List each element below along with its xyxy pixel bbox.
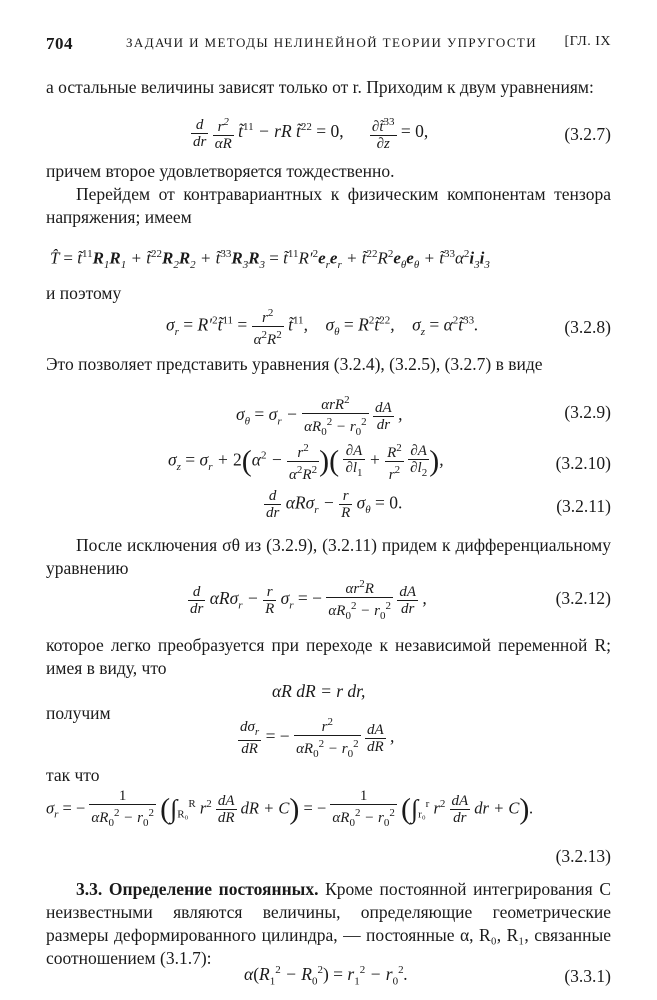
book-page: [46, 26, 611, 986]
paragraph-9: так что: [46, 765, 100, 785]
equation-3-3-1: $\alpha(R_1^2 - R_0^2) = r_1^2 - r_0^2$.: [244, 964, 408, 988]
equation-dsigma-dR: $\frac{d\sigma_r}{dR}$ = − $\frac{r^2}{\alpha R_0^2 - r_0^2}$ $\frac{dA}{dR}$ ,: [240, 716, 395, 760]
running-title: ЗАДАЧИ И МЕТОДЫ НЕЛИНЕЙНОЙ ТЕОРИИ УПРУГОСТИ: [126, 35, 538, 50]
paragraph-4: и поэтому: [46, 283, 122, 303]
equation-3-2-11: $\frac{d}{dr}$ αRσ$_r$ − $\frac{r}{R}$ $\sigma_\theta = 0$.: [266, 488, 403, 521]
page-header: [46, 34, 611, 56]
equation-number-3-2-7: (3.2.7): [564, 124, 611, 144]
section-title: 3.3. Определение постоянных.: [76, 879, 319, 899]
equation-number-3-2-10: (3.2.10): [555, 453, 611, 473]
equation-3-2-8: $\sigma_r$ = $R'^2t̃^{11}$ = $\frac{r^2}{\alpha^2R^2}$ t̃$^{11}$, $\sigma_\theta$ = $R^2t̃^{22}$, $\sigma_z$ = $\alpha^2t̃^{33}$.: [166, 307, 479, 348]
equation-3-2-7: $\frac{d}{dr}$ $\frac{r^2}{\alpha R}$ t̃$^{11}$ − rR t̃$^{22}$ = 0, $\frac{\partial t̃^{33}}{\partial z}$ = 0,: [193, 116, 429, 152]
equation-number-3-2-12: (3.2.12): [555, 588, 611, 608]
paragraph-8: получим: [46, 703, 111, 723]
paragraph-6: После исключения σθ из (3.2.9), (3.2.11) придем к дифференциальному уравнению: [46, 535, 611, 578]
equation-number-3-2-13: (3.2.13): [555, 846, 611, 866]
equation-3-2-12: $\frac{d}{dr}$ αRσ$_r$ − $\frac{r}{R}$ $\sigma_r$ = − $\frac{\alpha r^2R}{\alpha R_0^2 - r_0^2}$ $\frac{dA}{dr}$ ,: [190, 578, 427, 622]
paragraph-3: Перейдем от контравариантных к физическим компонентам тензора напряжения; имеем: [46, 184, 611, 227]
equation-3-2-10: $\sigma_z = \sigma_r + 2(\alpha^2$ − $\frac{r^2}{\alpha^2R^2}$ )( $\frac{\partial A}{\partial l_1}$ + $\frac{R^2}{r^2}$ $\frac{\partial A}{\partial l_2}$ ),: [168, 442, 444, 483]
paragraph-2: причем второе удовлетворяется тождественно.: [46, 161, 395, 181]
paragraph-5: Это позволяет представить уравнения (3.2.4), (3.2.5), (3.2.7) в виде: [46, 354, 543, 374]
paragraph-7: которое легко преобразуется при переходе к независимой переменной R; имея в виду, что: [46, 635, 611, 678]
equation-aRdR: αR dR = r dr,: [272, 681, 366, 701]
equation-number-3-2-11: (3.2.11): [556, 496, 611, 516]
section-3-3-paragraph: [46, 878, 611, 970]
equation-3-2-9: $\sigma_\theta = \sigma_r$ − $\frac{\alpha rR^2}{\alpha R_0^2 - r_0^2}$ $\frac{dA}{dr}$ ,: [236, 394, 403, 438]
equation-3-2-13: $\sigma_r$ = − $\frac{1}{\alpha R_0^2 - r_0^2}$ ($\int_{R_0}^R$ $r^2$ $\frac{dA}{dR}$ dR + C) = − $\frac{1}{\alpha R_0^2 - r_0^2}$ ($\int_{r_0}^r$ $r^2$ $\frac{dA}{dr}$ dr + C).: [46, 788, 534, 829]
page-number: 704: [46, 34, 73, 53]
paragraph-10: Кроме постоянной интегрирования C неизвестными являются величины, определяющие геометрические размеры деформированного цилиндра, — постоянные α, R₀, R₁, связанные соотношением (3.1.7):: [46, 879, 611, 968]
equation-number-3-2-9: (3.2.9): [564, 402, 611, 422]
equation-number-3-2-8: (3.2.8): [564, 317, 611, 337]
equation-number-3-3-1: (3.3.1): [564, 966, 611, 986]
paragraph-1: а остальные величины зависят только от r. Приходим к двум уравнениям:: [46, 77, 594, 97]
equation-tensor-t: T̂ = $t̃^{11}R_1R_1$ + $t̃^{22}R_2R_2$ + $t̃^{33}R_3R_3$ = $t̃^{11}R'^2e_re_r$ + $t̃^{22}R^2e_\theta e_\theta$ + $t̃^{33}\alpha^2i_3i_3$: [50, 248, 490, 272]
chapter-label: [ГЛ. IX: [564, 34, 611, 49]
